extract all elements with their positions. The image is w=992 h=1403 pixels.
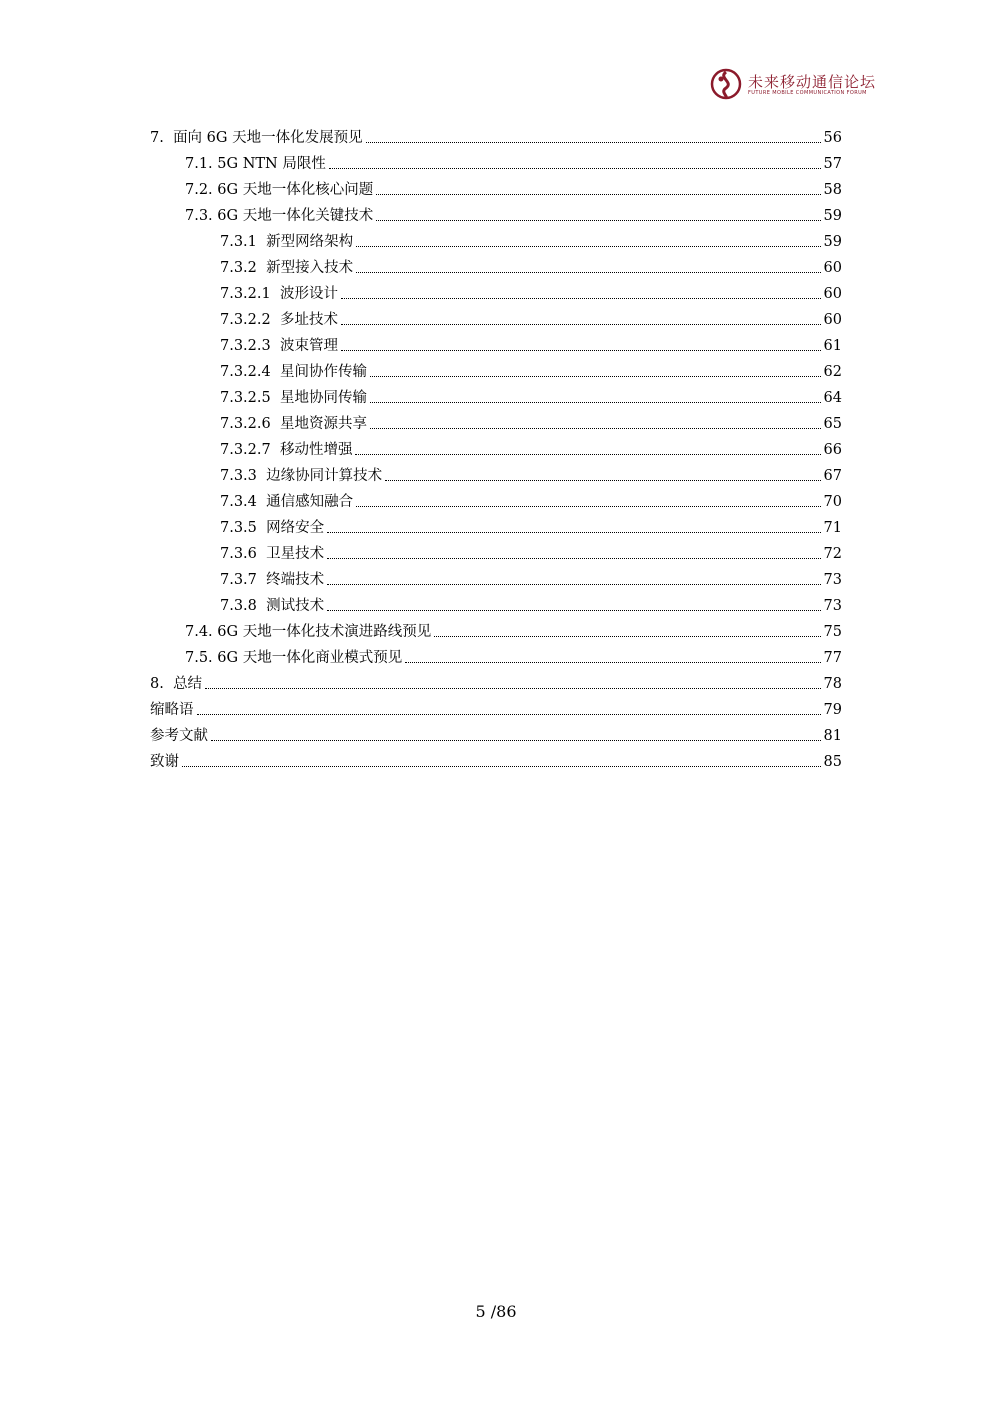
toc-entry[interactable] (220, 459, 842, 485)
toc-entry-number: 7.3.2.2 (220, 312, 280, 328)
toc-entry-page: 60 (823, 312, 842, 328)
toc-entry-page: 77 (823, 650, 842, 666)
toc-entry-title: 6G 天地一体化核心问题 (217, 182, 374, 198)
toc-dot-leader (370, 428, 821, 429)
toc-dot-leader (341, 324, 821, 325)
toc-entry-title: 通信感知融合 (266, 494, 354, 510)
toc-entry-page: 60 (823, 260, 842, 276)
toc-entry[interactable] (220, 537, 842, 563)
toc-entry-number: 7.2. (185, 182, 218, 198)
toc-entry-number: 7.5. (185, 650, 218, 666)
toc-entry-title: 致谢 (150, 754, 179, 770)
toc-entry[interactable] (220, 355, 842, 381)
toc-entry[interactable] (220, 407, 842, 433)
toc-entry-page: 85 (823, 754, 842, 770)
toc-entry-page: 81 (823, 728, 842, 744)
toc-entry-title: 多址技术 (279, 312, 338, 328)
toc-entry-page: 73 (823, 572, 842, 588)
toc-entry-number: 7.3.2.1 (220, 286, 280, 302)
toc-entry-number: 7.3.1 (220, 234, 267, 250)
toc-entry-number: 7.3.2.4 (220, 364, 280, 380)
logo-text-en: FUTURE MOBILE COMMUNICATION FORUM (748, 90, 867, 96)
toc-entry-number: 7.4. (185, 624, 218, 640)
toc-dot-leader (376, 220, 820, 221)
toc-entry-number: 7. (150, 130, 174, 146)
toc-entry-title: 5G NTN 局限性 (217, 156, 326, 172)
toc-entry[interactable] (220, 251, 842, 277)
toc-dot-leader (327, 532, 820, 533)
toc-entry-title: 6G 天地一体化技术演进路线预见 (217, 624, 432, 640)
toc-dot-leader (405, 662, 820, 663)
toc-entry-number: 7.3.7 (220, 572, 267, 588)
toc-entry-title: 星地协同传输 (279, 390, 367, 406)
toc-entry-number: 7.3.2.6 (220, 416, 280, 432)
toc-entry-title: 星地资源共享 (279, 416, 367, 432)
toc-entry-page: 66 (823, 442, 842, 458)
page-number: 5 /86 (475, 1302, 517, 1321)
toc-entry[interactable] (185, 615, 842, 641)
toc-entry-page: 79 (823, 702, 842, 718)
toc-entry-title: 波形设计 (279, 286, 338, 302)
toc-entry[interactable] (220, 485, 842, 511)
toc-dot-leader (341, 298, 821, 299)
toc-entry-page: 75 (823, 624, 842, 640)
toc-dot-leader (205, 688, 820, 689)
toc-entry-page: 57 (823, 156, 842, 172)
toc-entry-title: 6G 天地一体化关键技术 (217, 208, 374, 224)
toc-entry[interactable] (220, 381, 842, 407)
toc-entry-page: 78 (823, 676, 842, 692)
toc-entry-title: 新型网络架构 (266, 234, 354, 250)
toc-entry-page: 65 (823, 416, 842, 432)
toc-dot-leader (356, 506, 820, 507)
toc-entry-page: 60 (823, 286, 842, 302)
toc-entry-number: 7.3.5 (220, 520, 267, 536)
toc-entry-number: 7.3.6 (220, 546, 267, 562)
toc-entry-title: 星间协作传输 (279, 364, 367, 380)
toc-entry-page: 59 (823, 234, 842, 250)
toc-entry-number: 7.3.2.5 (220, 390, 280, 406)
forum-logo (710, 68, 880, 102)
toc-entry-title: 参考文献 (150, 728, 208, 744)
toc-dot-leader (329, 168, 821, 169)
toc-entry[interactable] (220, 329, 842, 355)
toc-entry-number: 7.3. (185, 208, 218, 224)
toc-entry[interactable] (220, 225, 842, 251)
toc-entry-page: 72 (823, 546, 842, 562)
toc-entry-number: 7.3.2 (220, 260, 267, 276)
toc-entry-title: 波束管理 (279, 338, 338, 354)
toc-entry-page: 58 (823, 182, 842, 198)
toc-entry[interactable] (185, 147, 842, 173)
toc-entry-title: 卫星技术 (266, 546, 325, 562)
toc-dot-leader (370, 376, 821, 377)
toc-dot-leader (327, 558, 820, 559)
toc-entry-page: 64 (823, 390, 842, 406)
toc-entry[interactable] (150, 719, 842, 745)
toc-entry-page: 56 (823, 130, 842, 146)
toc-dot-leader (327, 610, 820, 611)
toc-entry-title: 缩略语 (150, 702, 194, 718)
toc-entry[interactable] (220, 511, 842, 537)
toc-dot-leader (197, 714, 821, 715)
toc-entry-page: 71 (823, 520, 842, 536)
toc-dot-leader (356, 246, 820, 247)
toc-dot-leader (211, 740, 821, 741)
toc-entry-number: 7.3.4 (220, 494, 267, 510)
toc-entry-title: 总结 (173, 676, 203, 692)
toc-entry-number: 8. (150, 676, 174, 692)
toc-entry-number: 7.3.2.3 (220, 338, 280, 354)
toc-dot-leader (182, 766, 821, 767)
toc-entry[interactable] (220, 563, 842, 589)
logo-text-cn: 未来移动通信论坛 (748, 73, 877, 91)
toc-entry[interactable] (220, 303, 842, 329)
toc-dot-leader (434, 636, 820, 637)
toc-entry-page: 67 (823, 468, 842, 484)
toc-entry[interactable] (220, 433, 842, 459)
toc-entry-title: 移动性增强 (279, 442, 353, 458)
toc-entry[interactable] (220, 277, 842, 303)
toc-entry-page: 70 (823, 494, 842, 510)
toc-entry-title: 6G 天地一体化商业模式预见 (217, 650, 403, 666)
toc-entry-page: 59 (823, 208, 842, 224)
toc-entry-page: 73 (823, 598, 842, 614)
toc-entry-number: 7.1. (185, 156, 218, 172)
toc-entry[interactable] (185, 173, 842, 199)
toc-dot-leader (376, 194, 820, 195)
toc-entry-page: 62 (823, 364, 842, 380)
toc-entry-number: 7.3.8 (220, 598, 267, 614)
toc-entry-number: 7.3.2.7 (220, 442, 280, 458)
toc-dot-leader (366, 142, 821, 143)
toc-entry[interactable] (150, 121, 842, 147)
toc-dot-leader (327, 584, 820, 585)
toc-entry-page: 61 (823, 338, 842, 354)
toc-entry-title: 网络安全 (266, 520, 325, 536)
toc-dot-leader (356, 272, 820, 273)
toc-dot-leader (370, 402, 821, 403)
forum-logo-icon (710, 68, 742, 100)
toc-entry[interactable] (150, 693, 842, 719)
toc-dot-leader (355, 454, 820, 455)
toc-entry[interactable] (185, 641, 842, 667)
toc-entry-title: 测试技术 (266, 598, 325, 614)
toc-dot-leader (341, 350, 821, 351)
toc-entry[interactable] (220, 589, 842, 615)
toc-dot-leader (385, 480, 820, 481)
toc-entry[interactable] (150, 745, 842, 771)
toc-entry-title: 终端技术 (266, 572, 325, 588)
toc-entry[interactable] (185, 199, 842, 225)
toc-entry-title: 面向 6G 天地一体化发展预见 (173, 130, 363, 146)
toc-entry-title: 边缘协同计算技术 (266, 468, 383, 484)
toc-entry-title: 新型接入技术 (266, 260, 354, 276)
toc-entry-number: 7.3.3 (220, 468, 267, 484)
toc-entry[interactable] (150, 667, 842, 693)
